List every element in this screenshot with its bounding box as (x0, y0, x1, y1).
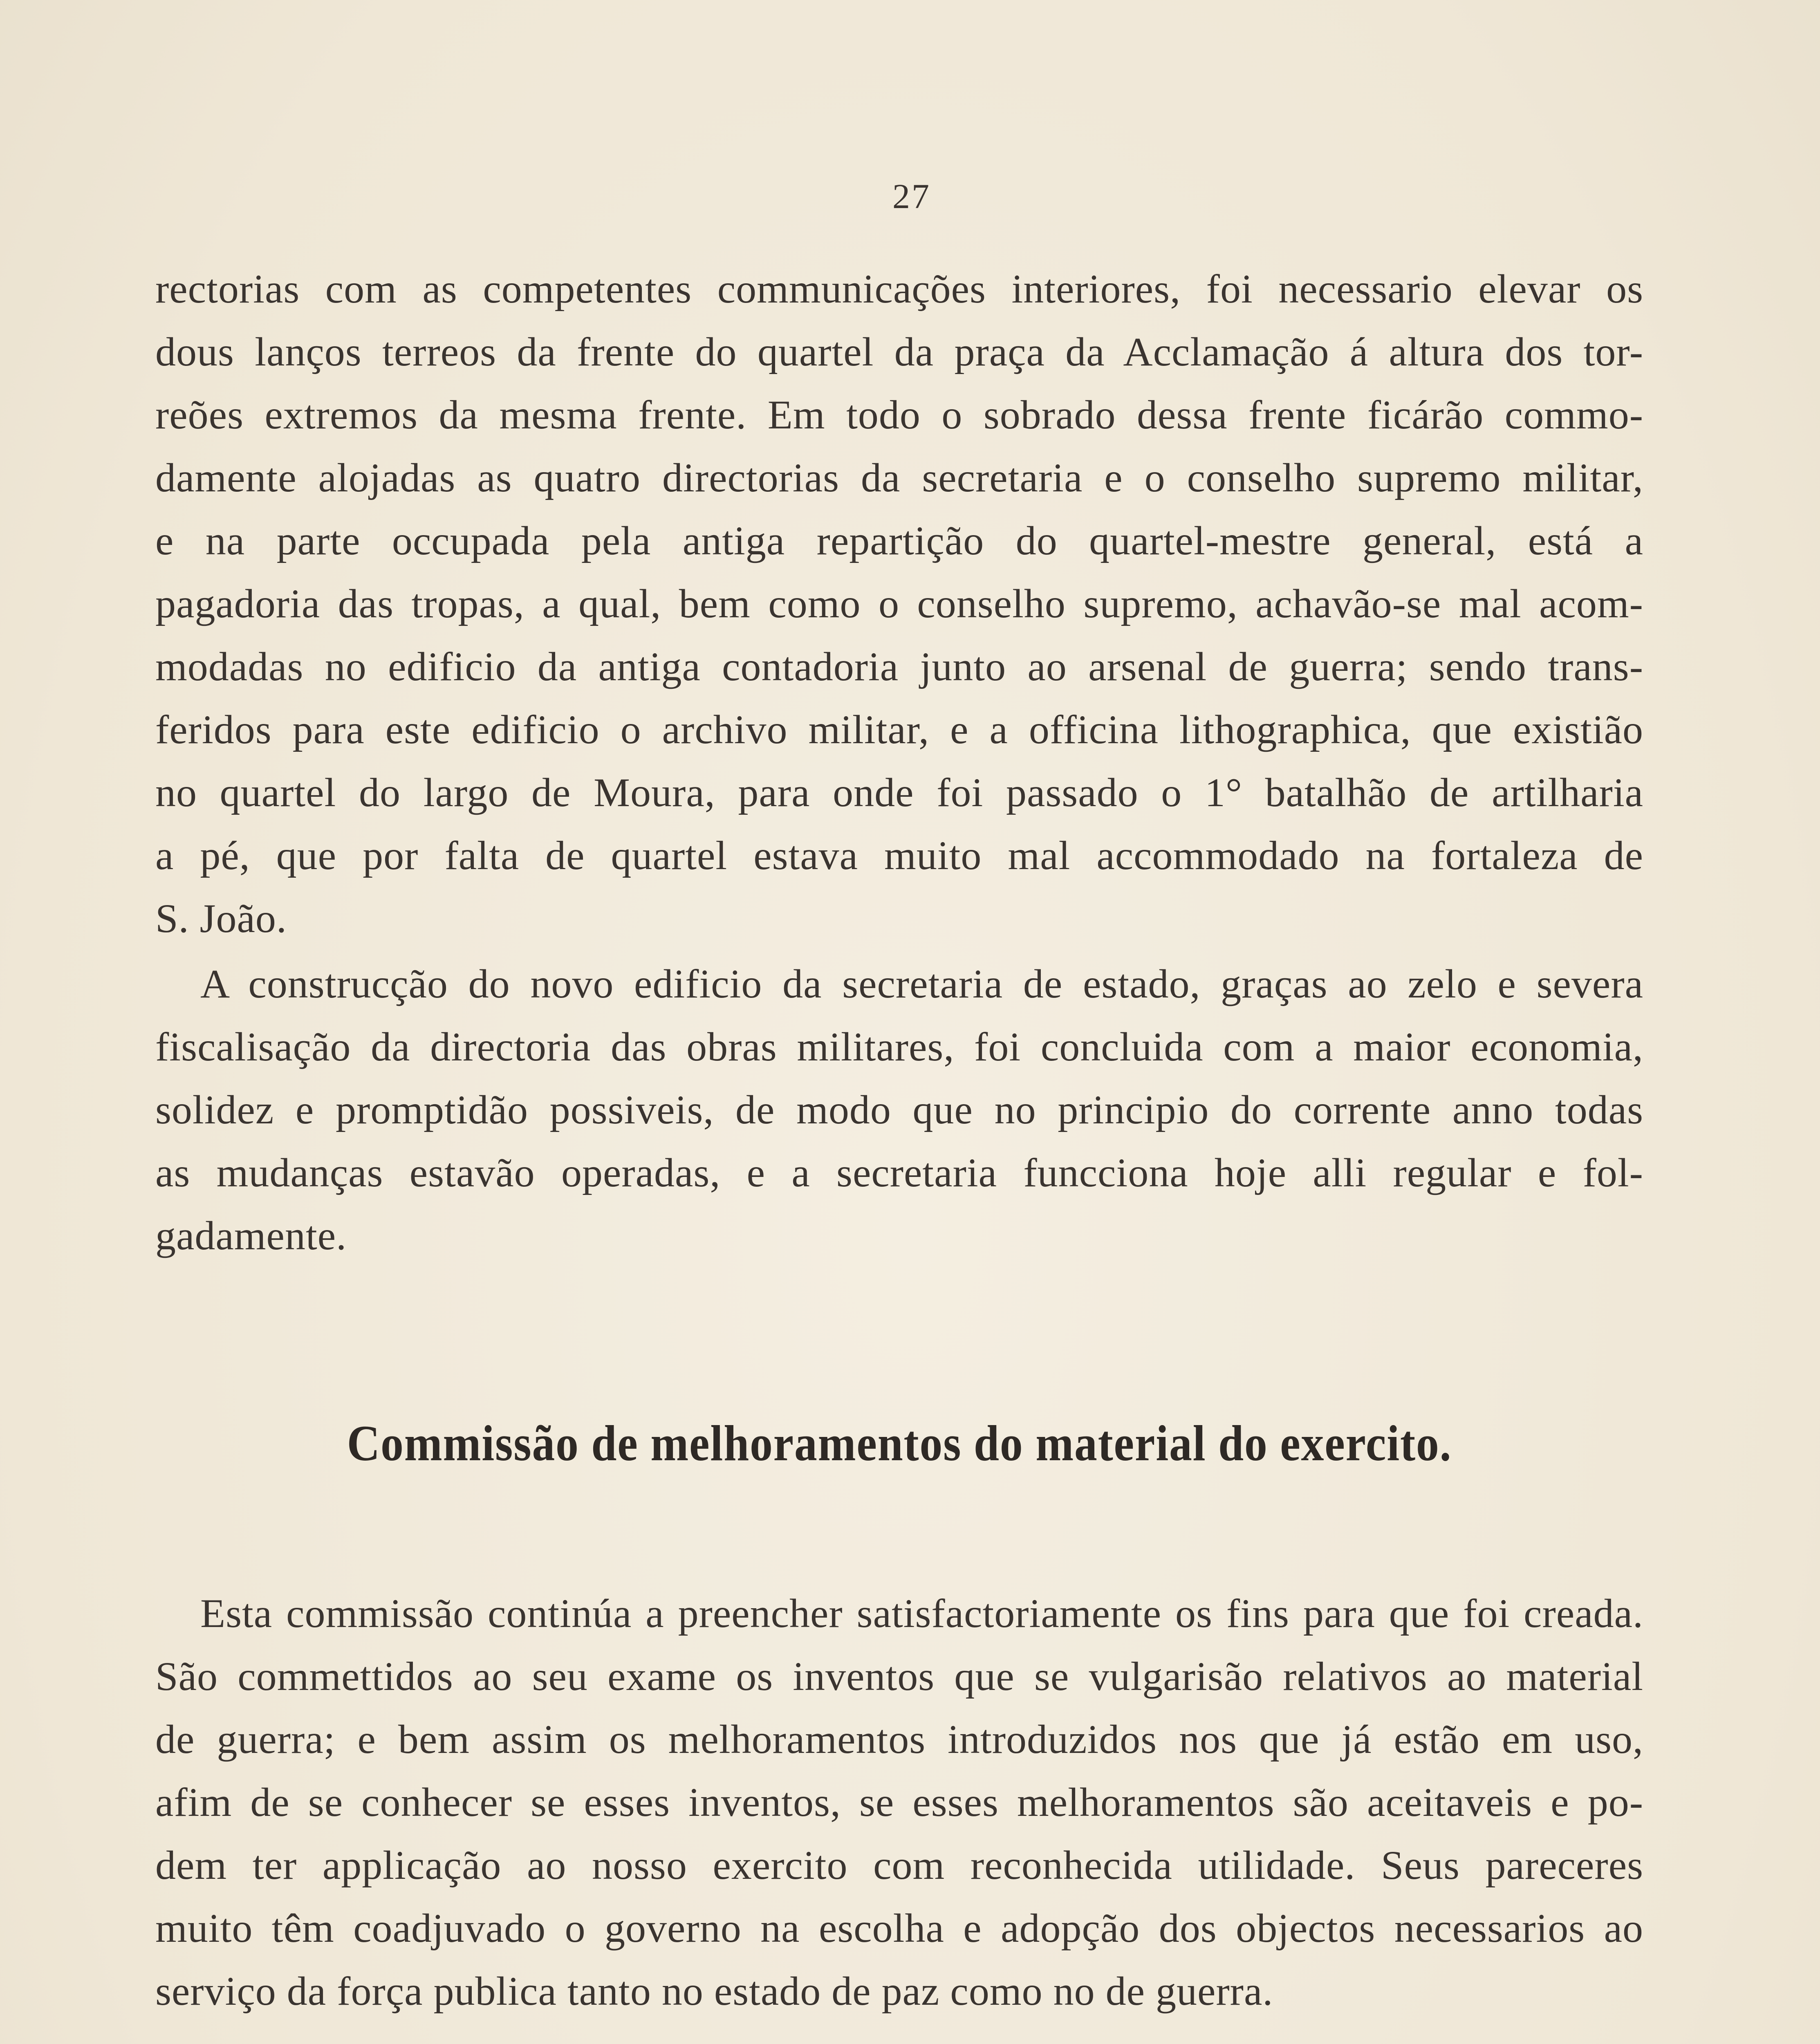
page-number: 27 (892, 177, 931, 216)
text-line: e na parte occupada pela antiga repartição do quartel-mestre general, está a (155, 518, 1643, 563)
text-line: feridos para este edificio o archivo militar, e a officina lithographica, que existião (155, 707, 1643, 752)
paragraph-commissao (155, 1582, 1643, 2023)
text-line: damente alojadas as quatro directorias da secretaria e o conselho supremo militar, (155, 455, 1643, 500)
text-line: São commettidos ao seu exame os inventos que se vulgarisão relativos ao material (155, 1654, 1643, 1699)
text-line: dem ter applicação ao nosso exercito com reconhecida utilidade. Seus pareceres (155, 1842, 1643, 1888)
text-line: modadas no edificio da antiga contadoria junto ao arsenal de guerra; sendo trans- (155, 644, 1643, 689)
text-line: rectorias com as competentes communicações interiores, foi necessario elevar os (155, 266, 1643, 312)
text-line-indented: A construcção do novo edificio da secretaria de estado, graças ao zelo e severa (200, 961, 1643, 1006)
text-line: a pé, que por falta de quartel estava muito mal accommodado na fortaleza de (155, 833, 1643, 878)
text-line: solidez e promptidão possiveis, de modo que no principio do corrente anno todas (155, 1087, 1643, 1132)
paragraph-construccao (155, 953, 1643, 1267)
text-line: reões extremos da mesma frente. Em todo o sobrado dessa frente ficárão commo- (155, 392, 1643, 437)
text-line: pagadoria das tropas, a qual, bem como o conselho supremo, achavão-se mal acom- (155, 581, 1643, 626)
text-line: serviço da força publica tanto no estado de paz como no de guerra. (155, 1968, 1273, 2014)
section-heading: Commissão de melhoramentos do material do exercito. (347, 1415, 1452, 1471)
text-line: fiscalisação da directoria das obras militares, foi concluida com a maior economia, (155, 1024, 1643, 1069)
text-line: muito têm coadjuvado o governo na escolha e adopção dos objectos necessarios ao (155, 1905, 1643, 1951)
text-line: as mudanças estavão operadas, e a secretaria funcciona hoje alli regular e fol- (155, 1150, 1643, 1195)
text-line: no quartel do largo de Moura, para onde foi passado o 1° batalhão de artilharia (155, 770, 1643, 815)
text-line: dous lanços terreos da frente do quartel da praça da Acclamação á altura dos tor- (155, 329, 1643, 374)
text-line: S. João. (155, 896, 287, 941)
text-line: gadamente. (155, 1213, 347, 1258)
text-line: afim de se conhecer se esses inventos, se esses melhoramentos são aceitaveis e po- (155, 1780, 1643, 1825)
text-line: de guerra; e bem assim os melhoramentos introduzidos nos que já estão em uso, (155, 1717, 1643, 1762)
paragraph-secretaria-continued (155, 258, 1643, 950)
text-line-indented: Esta commissão continúa a preencher satisfactoriamente os fins para que foi creada. (200, 1591, 1643, 1636)
